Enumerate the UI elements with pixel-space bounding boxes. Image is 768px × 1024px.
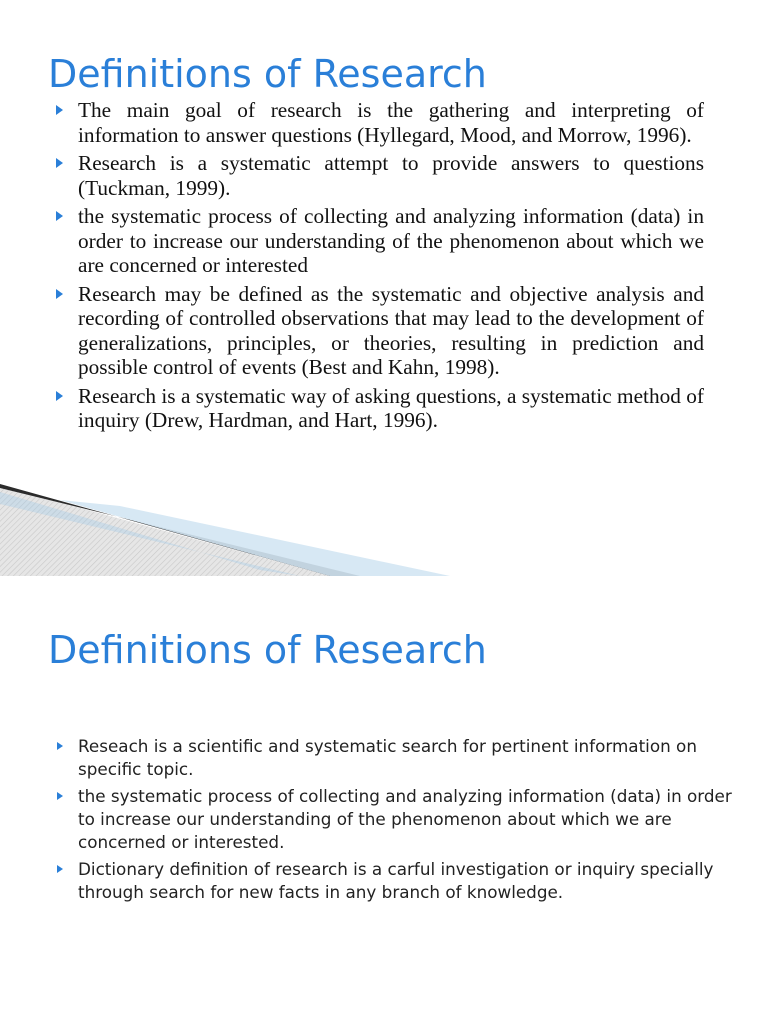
bullet-icon <box>56 158 63 168</box>
bullet-icon <box>56 289 63 299</box>
bullet-text: Dictionary definition of research is a carful investigation or inquiry specially through search for new facts in any branch of knowledge. <box>78 859 714 902</box>
list-item <box>56 98 704 147</box>
bullet-icon <box>57 792 63 800</box>
bullet-icon <box>56 391 63 401</box>
bullet-text: the systematic process of collecting and analyzing information (data) in order to increase our understanding of the phenomenon about which we are concerned or interested. <box>78 786 732 852</box>
list-item <box>56 735 736 781</box>
bullet-text: Research is a systematic attempt to provide answers to questions (Tuckman, 1999). <box>78 151 704 200</box>
bullet-text: Research may be defined as the systematic and objective analysis and recording of controlled observations that may lead to the development of generalizations, principles, or theories, resulting in prediction and possible control of events (Best and Kahn, 1998). <box>78 281 704 379</box>
slide-title: Definitions of Research <box>48 52 487 96</box>
bullet-icon <box>56 211 63 221</box>
bullet-text: Research is a systematic way of asking questions, a systematic method of inquiry (Drew, Hardman, and Hart, 1996). <box>78 383 704 432</box>
bullet-list <box>56 735 736 908</box>
bullet-icon <box>56 105 63 115</box>
slide-2 <box>0 576 768 1024</box>
list-item <box>56 282 704 380</box>
list-item <box>56 384 704 433</box>
decorative-swoosh <box>0 470 768 576</box>
bullet-list <box>56 98 704 437</box>
list-item <box>56 785 736 854</box>
list-item <box>56 858 736 904</box>
slide-title: Definitions of Research <box>48 628 487 672</box>
bullet-icon <box>57 865 63 873</box>
list-item <box>56 151 704 200</box>
list-item <box>56 204 704 278</box>
bullet-text: Reseach is a scientific and systematic search for pertinent information on specific topic. <box>78 736 697 779</box>
bullet-text: the systematic process of collecting and analyzing information (data) in order to increase our understanding of the phenomenon about which we are concerned or interested <box>78 204 704 277</box>
bullet-icon <box>57 742 63 750</box>
bullet-text: The main goal of research is the gathering and interpreting of information to answer questions (Hyllegard, Mood, and Morrow, 1996). <box>78 98 704 147</box>
